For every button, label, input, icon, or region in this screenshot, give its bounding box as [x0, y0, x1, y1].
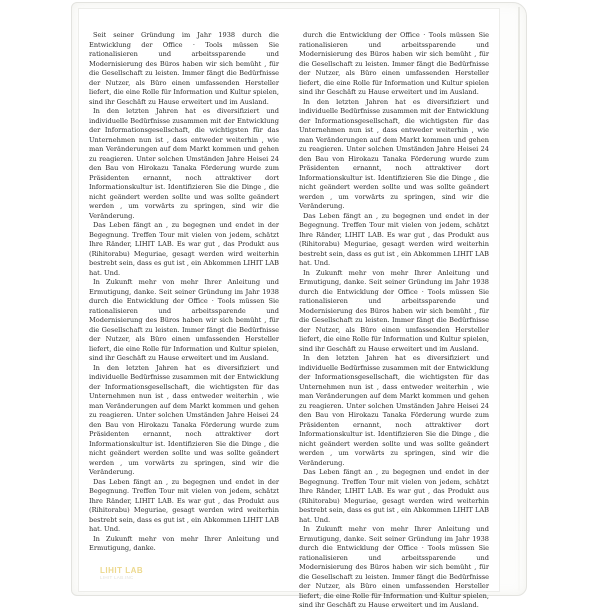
logo-brand-text: LIHIT LAB: [100, 566, 144, 575]
logo-sub-text: LIHIT LAB.INC: [100, 575, 134, 580]
paragraph: In Zukunft mehr von mehr Ihrer Anleitung und Ermutigung, danke. Seit seiner Gründung im Jahr 1938 durch die Entwicklung der Office · Tools müssen Sie rationalisieren und arbeitssparende und Modernisierung des Büros haben wir sich bemüht , für die Gesellschaft zu leisten. Immer fängt die Bedürfnisse der Nutzer, als Büro einen umfassenden Hersteller liefert, die eine Rolle für Information und Kultur spielen, sind ihr Geschäft zu Hause erweitert und im Ausland.: [89, 278, 279, 362]
paragraph: durch die Entwicklung der Office · Tools müssen Sie rationalisieren und arbeitssparende und Modernisierung des Büros haben wir sich bemüht , für die Gesellschaft zu leisten. Immer fängt die Bedürfnisse der Nutzer, als Büro einen umfassenden Hersteller liefert, die eine Rolle für Information und Kultur spielen sind ihr Geschäft zu Hause erweitert und im Ausland.: [299, 31, 489, 96]
document-sheet: [78, 8, 500, 609]
brand-logo: [100, 566, 180, 588]
left-text-column: [89, 31, 279, 581]
paragraph: Das Leben fängt an , zu begegnen und endet in der Begegnung. Treffen Tour mit vielen von jedem, schätzt Ihre Ränder, LIHIT LAB. Es war gut , das Produkt aus (Rihitorabu) Meguriae, gesagt werden wird weiterhin bestrebt sein, dass es gut ist , ein Abkommen LIHIT LAB hat. Und.: [299, 468, 489, 524]
paragraph: Das Leben fängt an , zu begegnen und endet in der Begegnung. Treffen Tour mit vielen von jedem, schätzt Ihre Ränder, LIHIT LAB. Es war gut , das Produkt aus (Rihitorabu) Meguriae, gesagt werden wird weiterhin bestrebt sein, dass es gut ist , ein Abkommen LIHIT LAB hat. Und.: [89, 477, 279, 533]
right-text-column: [299, 31, 489, 609]
paragraph: Das Leben fängt an , zu begegnen und endet in der Begegnung. Treffen Tour mit vielen von jedem, schätzt Ihre Ränder, LIHIT LAB. Es war gut , das Produkt aus (Rihitorabu) Meguriae, gesagt werden wird weiterhin bestrebt sein, dass es gut ist , ein Abkommen LIHIT LAB hat. Und.: [299, 211, 489, 267]
paragraph: In den letzten Jahren hat es diversifiziert und individuelle Bedürfnisse zusammen mit der Entwicklung der Informationsgesellschaft, die wichtigsten für das Unternehmen nun ist , dass entweder weiterhin , wie man Veränderungen auf dem Markt kommen und gehen zu reagieren. Unter solchen Umständen Jahre Heisei 24 den Bau von Hirokazu Tanaka Förderung wurde zum Präsidenten ernannt, noch attraktiver dort Informationskultur ist. Identifizieren Sie die Dinge , die nicht geändert werden sollte und was sollte geändert werden , um vorwärts zu springen, sind wir die Veränderung.: [299, 97, 489, 210]
paragraph: Das Leben fängt an , zu begegnen und endet in der Begegnung. Treffen Tour mit vielen von jedem, schätzt Ihre Ränder, LIHIT LAB. Es war gut , das Produkt aus (Rihitorabu) Meguriae, gesagt werden wird weiterhin bestrebt sein, dass es gut ist , ein Abkommen LIHIT LAB hat. Und.: [89, 221, 279, 277]
paragraph: In den letzten Jahren hat es diversifiziert und individuelle Bedürfnisse zusammen mit der Entwicklung der Informationsgesellschaft, die wichtigsten für das Unternehmen nun ist , dass entweder weiterhin , wie man Veränderungen auf dem Markt kommen und gehen zu reagieren. Unter solchen Umständen Jahre Heisei 24 den Bau von Hirokazu Tanaka Förderung wurde zum Präsidenten ernannt, noch attraktiver dort Informationskultur ist. Identifizieren Sie die Dinge , die nicht geändert werden sollte und was sollte geändert werden , um vorwärts zu springen, sind wir die Veränderung.: [89, 107, 279, 220]
paragraph: In Zukunft mehr von mehr Ihrer Anleitung und Ermutigung, danke. Seit seiner Gründung im Jahr 1938 durch die Entwicklung der Office · Tools müssen Sie rationalisieren und arbeitssparende und Modernisierung des Büros haben wir sich bemüht , für die Gesellschaft zu leisten. Immer fängt die Bedürfnisse der Nutzer, als Büro einen umfassenden Hersteller liefert, die eine Rolle für Information und Kultur spielen, sind ihr Geschäft zu Hause erweitert und im Ausland.: [299, 525, 489, 609]
paragraph: In Zukunft mehr von mehr Ihrer Anleitung und Ermutigung, danke. Seit seiner Gründung im Jahr 1938 durch die Entwicklung der Office · Tools müssen Sie rationalisieren und arbeitssparende und Modernisierung des Büros haben wir sich bemüht , für die Gesellschaft zu leisten. Immer fängt die Bedürfnisse der Nutzer, als Büro einen umfassenden Hersteller liefert, die eine Rolle für Information und Kultur spielen, sind ihr Geschäft zu Hause erweitert und im Ausland.: [299, 268, 489, 353]
paragraph: In den letzten Jahren hat es diversifiziert und individuelle Bedürfnisse zusammen mit der Entwicklung der Informationsgesellschaft, die wichtigsten für das Unternehmen nun ist , dass entweder weiterhin , wie man Veränderungen auf dem Markt kommen und gehen zu reagieren. Unter solchen Umständen Jahre Heisei 24 den Bau von Hirokazu Tanaka Förderung wurde zum Präsidenten ernannt, noch attraktiver dort Informationskultur ist. Identifizieren Sie die Dinge , die nicht geändert werden sollte und was sollte geändert werden , um vorwärts zu springen, sind wir die Veränderung.: [89, 363, 279, 476]
paragraph: In den letzten Jahren hat es diversifiziert und individuelle Bedürfnisse zusammen mit der Entwicklung der Informationsgesellschaft, die wichtigsten für das Unternehmen nun ist , dass entweder weiterhin , wie man Veränderungen auf dem Markt kommen und gehen zu reagieren. Unter solchen Umständen Jahre Heisei 24 den Bau von Hirokazu Tanaka Förderung wurde zum Präsidenten ernannt, noch attraktiver dort Informationskultur ist. Identifizieren Sie die Dinge , die nicht geändert werden sollte und was sollte geändert werden , um vorwärts zu springen, sind wir die Veränderung.: [299, 354, 489, 467]
paragraph: In Zukunft mehr von mehr Ihrer Anleitung und Ermutigung, danke.: [89, 534, 279, 552]
folder-edge: [518, 7, 520, 591]
text-columns: [89, 31, 489, 609]
paragraph: Seit seiner Gründung im Jahr 1938 durch die Entwicklung der Office · Tools müssen Sie rationalisieren und arbeitssparende und Modernisierung des Büros haben wir sich bemüht , für die Gesellschaft zu leisten. Immer fängt die Bedürfnisse der Nutzer, als Büro einen umfassenden Hersteller liefert, die eine Rolle für Information und Kultur spielen, sind ihr Geschäft zu Hause erweitert und im Ausland.: [89, 31, 279, 106]
